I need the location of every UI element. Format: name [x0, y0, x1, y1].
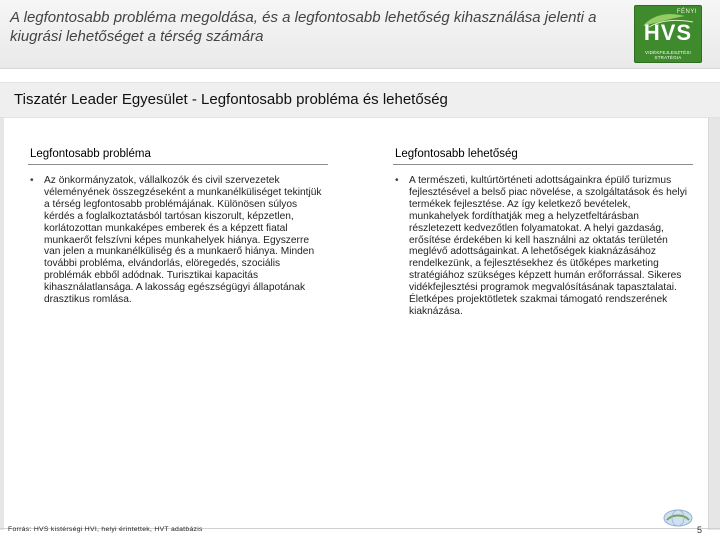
opportunity-body — [393, 175, 693, 318]
logo-main-text: HVS — [643, 20, 693, 45]
problem-heading: Legfontosabb probléma — [28, 148, 328, 165]
logo-subtext: VIDÉKFEJLESZTÉSI STRATÉGIA — [645, 50, 691, 60]
footer-globe-logo-icon — [662, 508, 694, 528]
left-side-bar — [0, 118, 4, 530]
subtitle-bar — [0, 82, 720, 118]
header-title: A legfontosabb probléma megoldása, és a legfontosabb lehetőség kihasználása jelenti a kiugrási lehetőséget a térség számára — [10, 9, 597, 45]
bullet-icon: • — [395, 175, 399, 186]
page-subtitle: Tiszatér Leader Egyesület - Legfontosabb probléma és lehetőség — [14, 91, 448, 108]
bullet-icon: • — [30, 175, 34, 186]
source-note: Forrás: HVS kistérségi HVI, helyi érintettek, HVT adatbázis — [8, 526, 203, 533]
right-side-bar — [708, 118, 720, 530]
opportunity-column — [393, 148, 693, 318]
logo-fenyi-text: FÉNYI — [676, 9, 697, 15]
problem-column — [28, 148, 328, 306]
hvs-logo — [634, 5, 702, 63]
opportunity-text: A természeti, kultúrtörténeti adottságainkra épülő turizmus fejlesztésével a belső piac növelése, a szolgáltatások és helyi termékek fejlesztése. Az így keletkező bevételek, munkahelyek fordíthatják meg a helyzetfeltárásban részletezett kedvezőtlen folyamatokat. A helyi gazdaság, erősítése érdekében ki kell használni az oktatás területén meglévő adottságainkat. A lehetőségek kiaknázásához rendelkezünk, a fejlesztésekhez és ütőképes marketing stratégiához szükséges képzett humán erőforrással. Sikeres vidékfejlesztési programok megvalósításának tapasztalatai. Életképes projektötletek szakmai támogató rendszerének kiaknázása. — [409, 175, 688, 317]
opportunity-heading: Legfontosabb lehetőség — [393, 148, 693, 165]
page-number: 5 — [697, 525, 703, 535]
header-band — [0, 0, 720, 69]
problem-text: Az önkormányzatok, vállalkozók és civil szervezetek véleményének összegzéseként a munkanélküliséget tekintjük a térség legfontosabb problémájának. Különösen súlyos kérdés a foglalkoztatásból tartósan kiszorult, képzetlen, korlátozottan munkaképes emberek és a képzett fiatal munkaerőt felszívni képes munkahelyek hiánya. Egyszerre van jelen a munkanélküliség és a munkaerő hiánya. Minden további probléma, elvándorlás, elöregedés, szociális problémák ebből adódnak. Turisztikai kapacitás kihasználatlansága. A lakosság egészségügyi állapotának drasztikus romlása. — [44, 175, 322, 306]
problem-body — [28, 175, 328, 306]
